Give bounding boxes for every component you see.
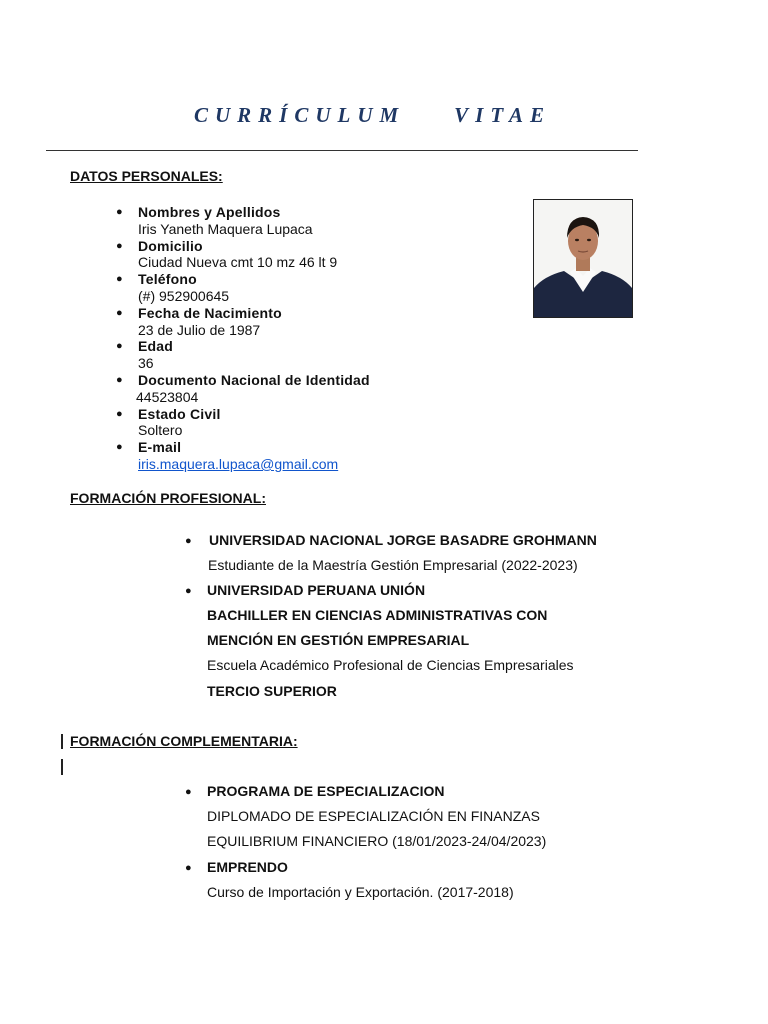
bullet-icon: ● <box>116 206 123 218</box>
list-item <box>116 305 516 322</box>
program-detail: DIPLOMADO DE ESPECIALIZACIÓN EN FINANZAS <box>207 808 540 824</box>
field-value-fecha-nacimiento: 23 de Julio de 1987 <box>138 321 261 338</box>
field-value-estado-civil: Soltero <box>138 422 183 439</box>
field-label-dni: Documento Nacional de Identidad <box>138 371 370 388</box>
bullet-icon: ● <box>185 535 192 547</box>
degree-honor: TERCIO SUPERIOR <box>207 683 337 699</box>
field-label-telefono: Teléfono <box>138 271 197 288</box>
bullet-icon: ● <box>185 786 192 798</box>
program-detail: Curso de Importación y Exportación. (2017-2018) <box>207 884 514 900</box>
list-item <box>116 238 516 255</box>
section-heading-formacion-complementaria: FORMACIÓN COMPLEMENTARIA: <box>70 733 298 749</box>
list-item <box>116 338 516 355</box>
field-label-nombres: Nombres y Apellidos <box>138 204 281 220</box>
section-heading-formacion-profesional: FORMACIÓN PROFESIONAL: <box>70 490 266 506</box>
bullet-icon: ● <box>116 340 123 353</box>
program-title: PROGRAMA DE ESPECIALIZACION <box>207 783 445 799</box>
list-item <box>116 372 516 389</box>
bullet-icon: ● <box>185 862 192 874</box>
bullet-icon: ● <box>116 441 123 454</box>
text-cursor-mark <box>61 759 63 775</box>
email-link[interactable]: iris.maquera.lupaca@gmail.com <box>138 455 339 472</box>
title-divider <box>46 150 638 151</box>
field-value-edad: 36 <box>138 355 154 372</box>
institution-unjbg: UNIVERSIDAD NACIONAL JORGE BASADRE GROHMANN <box>209 532 597 548</box>
bullet-icon: ● <box>116 239 123 252</box>
text-cursor-mark <box>61 734 63 749</box>
profile-photo <box>533 199 633 318</box>
institution-upeu: UNIVERSIDAD PERUANA UNIÓN <box>207 582 426 598</box>
field-label-domicilio: Domicilio <box>138 237 203 254</box>
section-heading-datos-personales: DATOS PERSONALES: <box>70 168 223 184</box>
field-value-nombres: Iris Yaneth Maquera Lupaca <box>138 220 313 237</box>
list-item <box>116 271 516 288</box>
field-value-domicilio: Ciudad Nueva cmt 10 mz 46 lt 9 <box>138 254 338 271</box>
program-title: EMPRENDO <box>207 859 288 875</box>
degree-title: MENCIÓN EN GESTIÓN EMPRESARIAL <box>207 632 470 648</box>
personal-data-list <box>116 204 516 473</box>
bullet-icon: ● <box>116 373 123 386</box>
program-detail: EQUILIBRIUM FINANCIERO (18/01/2023-24/04/2023) <box>207 833 547 849</box>
page-title: CURRÍCULUM VITAE <box>193 103 552 127</box>
field-label-edad: Edad <box>138 338 174 355</box>
degree-detail: Escuela Académico Profesional de Ciencias Empresariales <box>207 657 574 673</box>
field-value-dni: 44523804 <box>136 388 199 405</box>
list-item <box>116 406 516 423</box>
degree-title: BACHILLER EN CIENCIAS ADMINISTRATIVAS CON <box>207 607 548 623</box>
degree-detail: Estudiante de la Maestría Gestión Empresarial (2022-2023) <box>208 557 578 573</box>
list-item <box>116 439 516 456</box>
list-item <box>116 204 516 221</box>
bullet-icon: ● <box>116 273 123 286</box>
field-label-fecha-nacimiento: Fecha de Nacimiento <box>138 304 282 321</box>
field-label-estado-civil: Estado Civil <box>138 405 221 422</box>
bullet-icon: ● <box>116 306 123 319</box>
bullet-icon: ● <box>116 407 123 420</box>
field-label-email: E-mail <box>138 439 182 456</box>
person-portrait-icon <box>534 200 632 317</box>
field-value-telefono: (#) 952900645 <box>138 287 230 304</box>
bullet-icon: ● <box>185 585 192 597</box>
